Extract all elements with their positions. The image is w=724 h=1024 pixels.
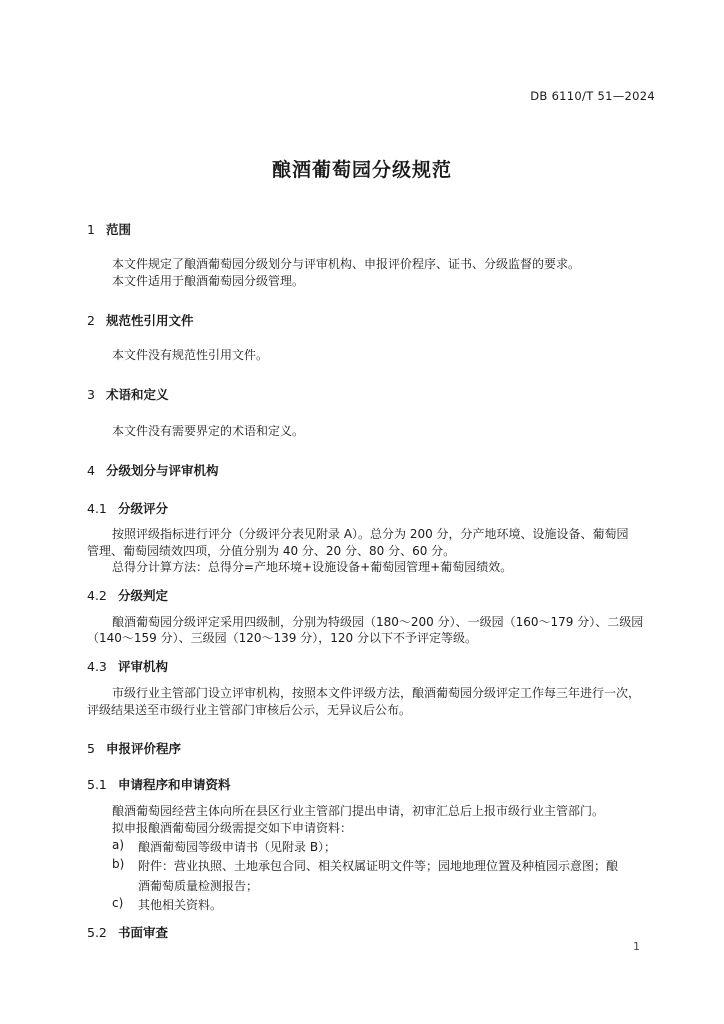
section-title: 术语和定义 [106, 387, 169, 402]
paragraph-line: （140～159 分）、三级园（120～139 分），120 分以下不予评定等级。 [87, 631, 477, 645]
subsection-4-2-heading [87, 586, 168, 604]
section-title: 分级划分与评审机构 [106, 463, 219, 478]
section-3-heading [87, 385, 169, 403]
subsection-title: 申请程序和申请资料 [118, 777, 231, 792]
list-item-text: 附件：营业执照、土地承包合同、相关权属证明文件等；园地地理位置及种植园示意图；酿 [138, 859, 619, 873]
section-number: 3 [87, 387, 95, 402]
subsection-number: 5.2 [87, 925, 107, 940]
section-number: 5 [87, 741, 95, 756]
section-title: 规范性引用文件 [106, 313, 194, 328]
section-4-heading [87, 461, 219, 479]
subsection-5-1-heading [87, 775, 231, 793]
subsection-title: 书面审查 [118, 925, 169, 940]
section-title: 申报评价程序 [106, 741, 182, 756]
paragraph-line: 拟申报酿酒葡萄园分级需提交如下申请资料： [112, 821, 353, 835]
paragraph-line: 评级结果送至市级行业主管部门审核后公示，无异议后公布。 [87, 703, 412, 717]
list-item-text-continued: 酒葡萄质量检测报告； [138, 879, 259, 893]
subsection-4-3-heading [87, 657, 168, 675]
section-2-heading [87, 311, 194, 329]
subsection-title: 分级评分 [118, 501, 169, 516]
paragraph-line: 总得分计算方法：总得分=产地环境+设施设备+葡萄园管理+葡萄园绩效。 [112, 560, 513, 574]
page-number: 1 [633, 940, 640, 953]
section-5-heading [87, 739, 181, 757]
paragraph-line: 市级行业主管部门设立评审机构，按照本文件评级方法，酿酒葡萄园分级评定工作每三年进行一次， [112, 686, 641, 700]
subsection-number: 5.1 [87, 777, 107, 792]
subsection-number: 4.1 [87, 501, 107, 516]
list-item-text: 酿酒葡萄园等级申请书（见附录 B）； [138, 840, 337, 854]
paragraph: 本文件没有需要界定的术语和定义。 [112, 424, 305, 438]
section-number: 2 [87, 313, 95, 328]
subsection-title: 评审机构 [118, 659, 169, 674]
section-number: 4 [87, 463, 95, 478]
list-item-label: a) [112, 838, 125, 852]
list-item-label: c) [112, 896, 124, 910]
paragraph-line: 酿酒葡萄园分级评定采用四级制，分别为特级园（180～200 分）、一级园（160～179 分）、二级园 [112, 615, 644, 629]
paragraph-line: 按照评级指标进行评分（分级评分表见附录 A）。总分为 200 分，分产地环境、设施设备、葡萄园 [112, 527, 629, 541]
paragraph: 本文件规定了酿酒葡萄园分级划分与评审机构、申报评价程序、证书、分级监督的要求。 [112, 257, 581, 271]
section-number: 1 [87, 222, 95, 237]
subsection-4-1-heading [87, 499, 168, 517]
section-title: 范围 [106, 222, 132, 237]
paragraph: 本文件没有规范性引用文件。 [112, 348, 269, 362]
subsection-number: 4.2 [87, 588, 107, 603]
subsection-title: 分级判定 [118, 588, 169, 603]
list-item-label: b) [112, 857, 125, 871]
list-item-text: 其他相关资料。 [138, 898, 223, 912]
paragraph: 本文件适用于酿酒葡萄园分级管理。 [112, 274, 305, 288]
subsection-number: 4.3 [87, 659, 107, 674]
subsection-5-2-heading [87, 923, 168, 941]
paragraph-line: 酿酒葡萄园经营主体向所在县区行业主管部门提出申请，初审汇总后上报市级行业主管部门。 [112, 804, 605, 818]
paragraph-line: 管理、葡萄园绩效四项，分值分别为 40 分、20 分、80 分、60 分。 [87, 544, 456, 558]
document-number: DB 6110/T 51—2024 [530, 89, 655, 103]
document-title: 酿酒葡萄园分级规范 [271, 159, 452, 181]
section-1-heading [87, 220, 131, 238]
